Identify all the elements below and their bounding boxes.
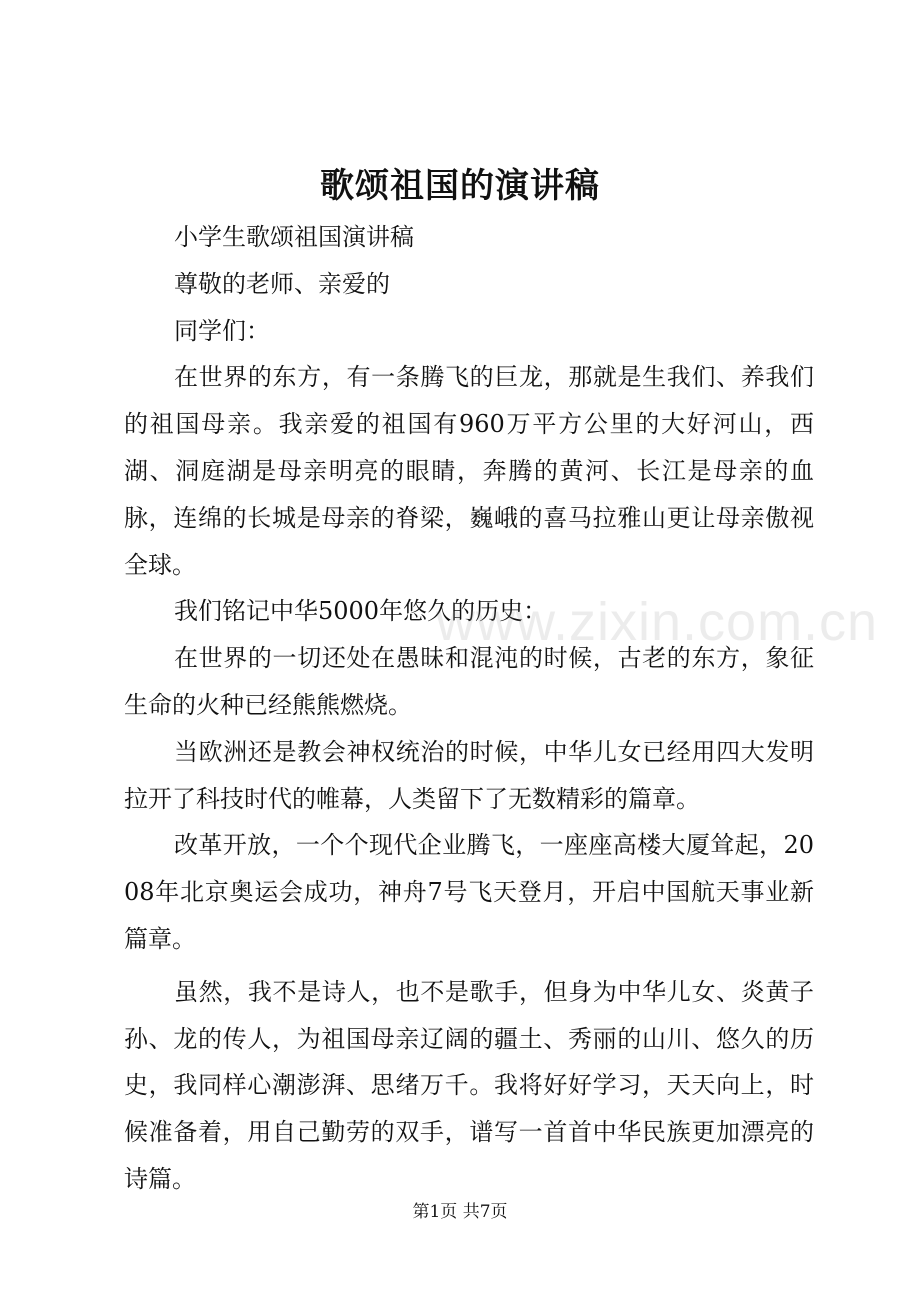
paragraph-salutation: 尊敬的老师、亲爱的 bbox=[174, 269, 390, 298]
paragraph-ancient-east: 在世界的一切还处在愚昧和混沌的时候，古老的东方，象征生命的火种已经熊熊燃烧。 bbox=[124, 644, 814, 719]
document-body bbox=[124, 214, 814, 1203]
paragraph-salutation-cont: 同学们： bbox=[174, 316, 270, 345]
page-number-footer: 第1页 共7页 bbox=[412, 1202, 508, 1222]
paragraph-pledge: 虽然，我不是诗人，也不是歌手，但身为中华儿女、炎黄子孙、龙的传人，为祖国母亲辽阔的疆土、秀丽的山川、悠久的历史，我同样心潮澎湃、思绪万千。我将好好学习，天天向上，时候准备着，用自己勤劳的双手，谱写一首首中华民族更加漂亮的诗篇。 bbox=[124, 977, 814, 1193]
watermark: www.zixin.com.cn bbox=[436, 592, 879, 652]
document-title: 歌颂祖国的演讲稿 bbox=[320, 166, 600, 206]
paragraph-subtitle: 小学生歌颂祖国演讲稿 bbox=[174, 223, 414, 251]
paragraph-four-inventions: 当欧洲还是教会神权统治的时候，中华儿女已经用四大发明拉开了科技时代的帷幕，人类留下了无数精彩的篇章。 bbox=[124, 737, 814, 813]
paragraph-motherland: 在世界的东方，有一条腾飞的巨龙，那就是生我们、养我们的祖国母亲。我亲爱的祖国有960万平方公里的大好河山，西湖、洞庭湖是母亲明亮的眼睛，奔腾的黄河、长江是母亲的血脉，连绵的长城是母亲的脊梁，巍峨的喜马拉雅山更让母亲傲视全球。 bbox=[124, 363, 814, 579]
paragraph-history: 我们铭记中华5000年悠久的历史： bbox=[174, 597, 548, 626]
paragraph-reform: 改革开放，一个个现代企业腾飞，一座座高楼大厦耸起，2008年北京奥运会成功，神舟7号飞天登月，开启中国航天事业新篇章。 bbox=[124, 831, 814, 953]
